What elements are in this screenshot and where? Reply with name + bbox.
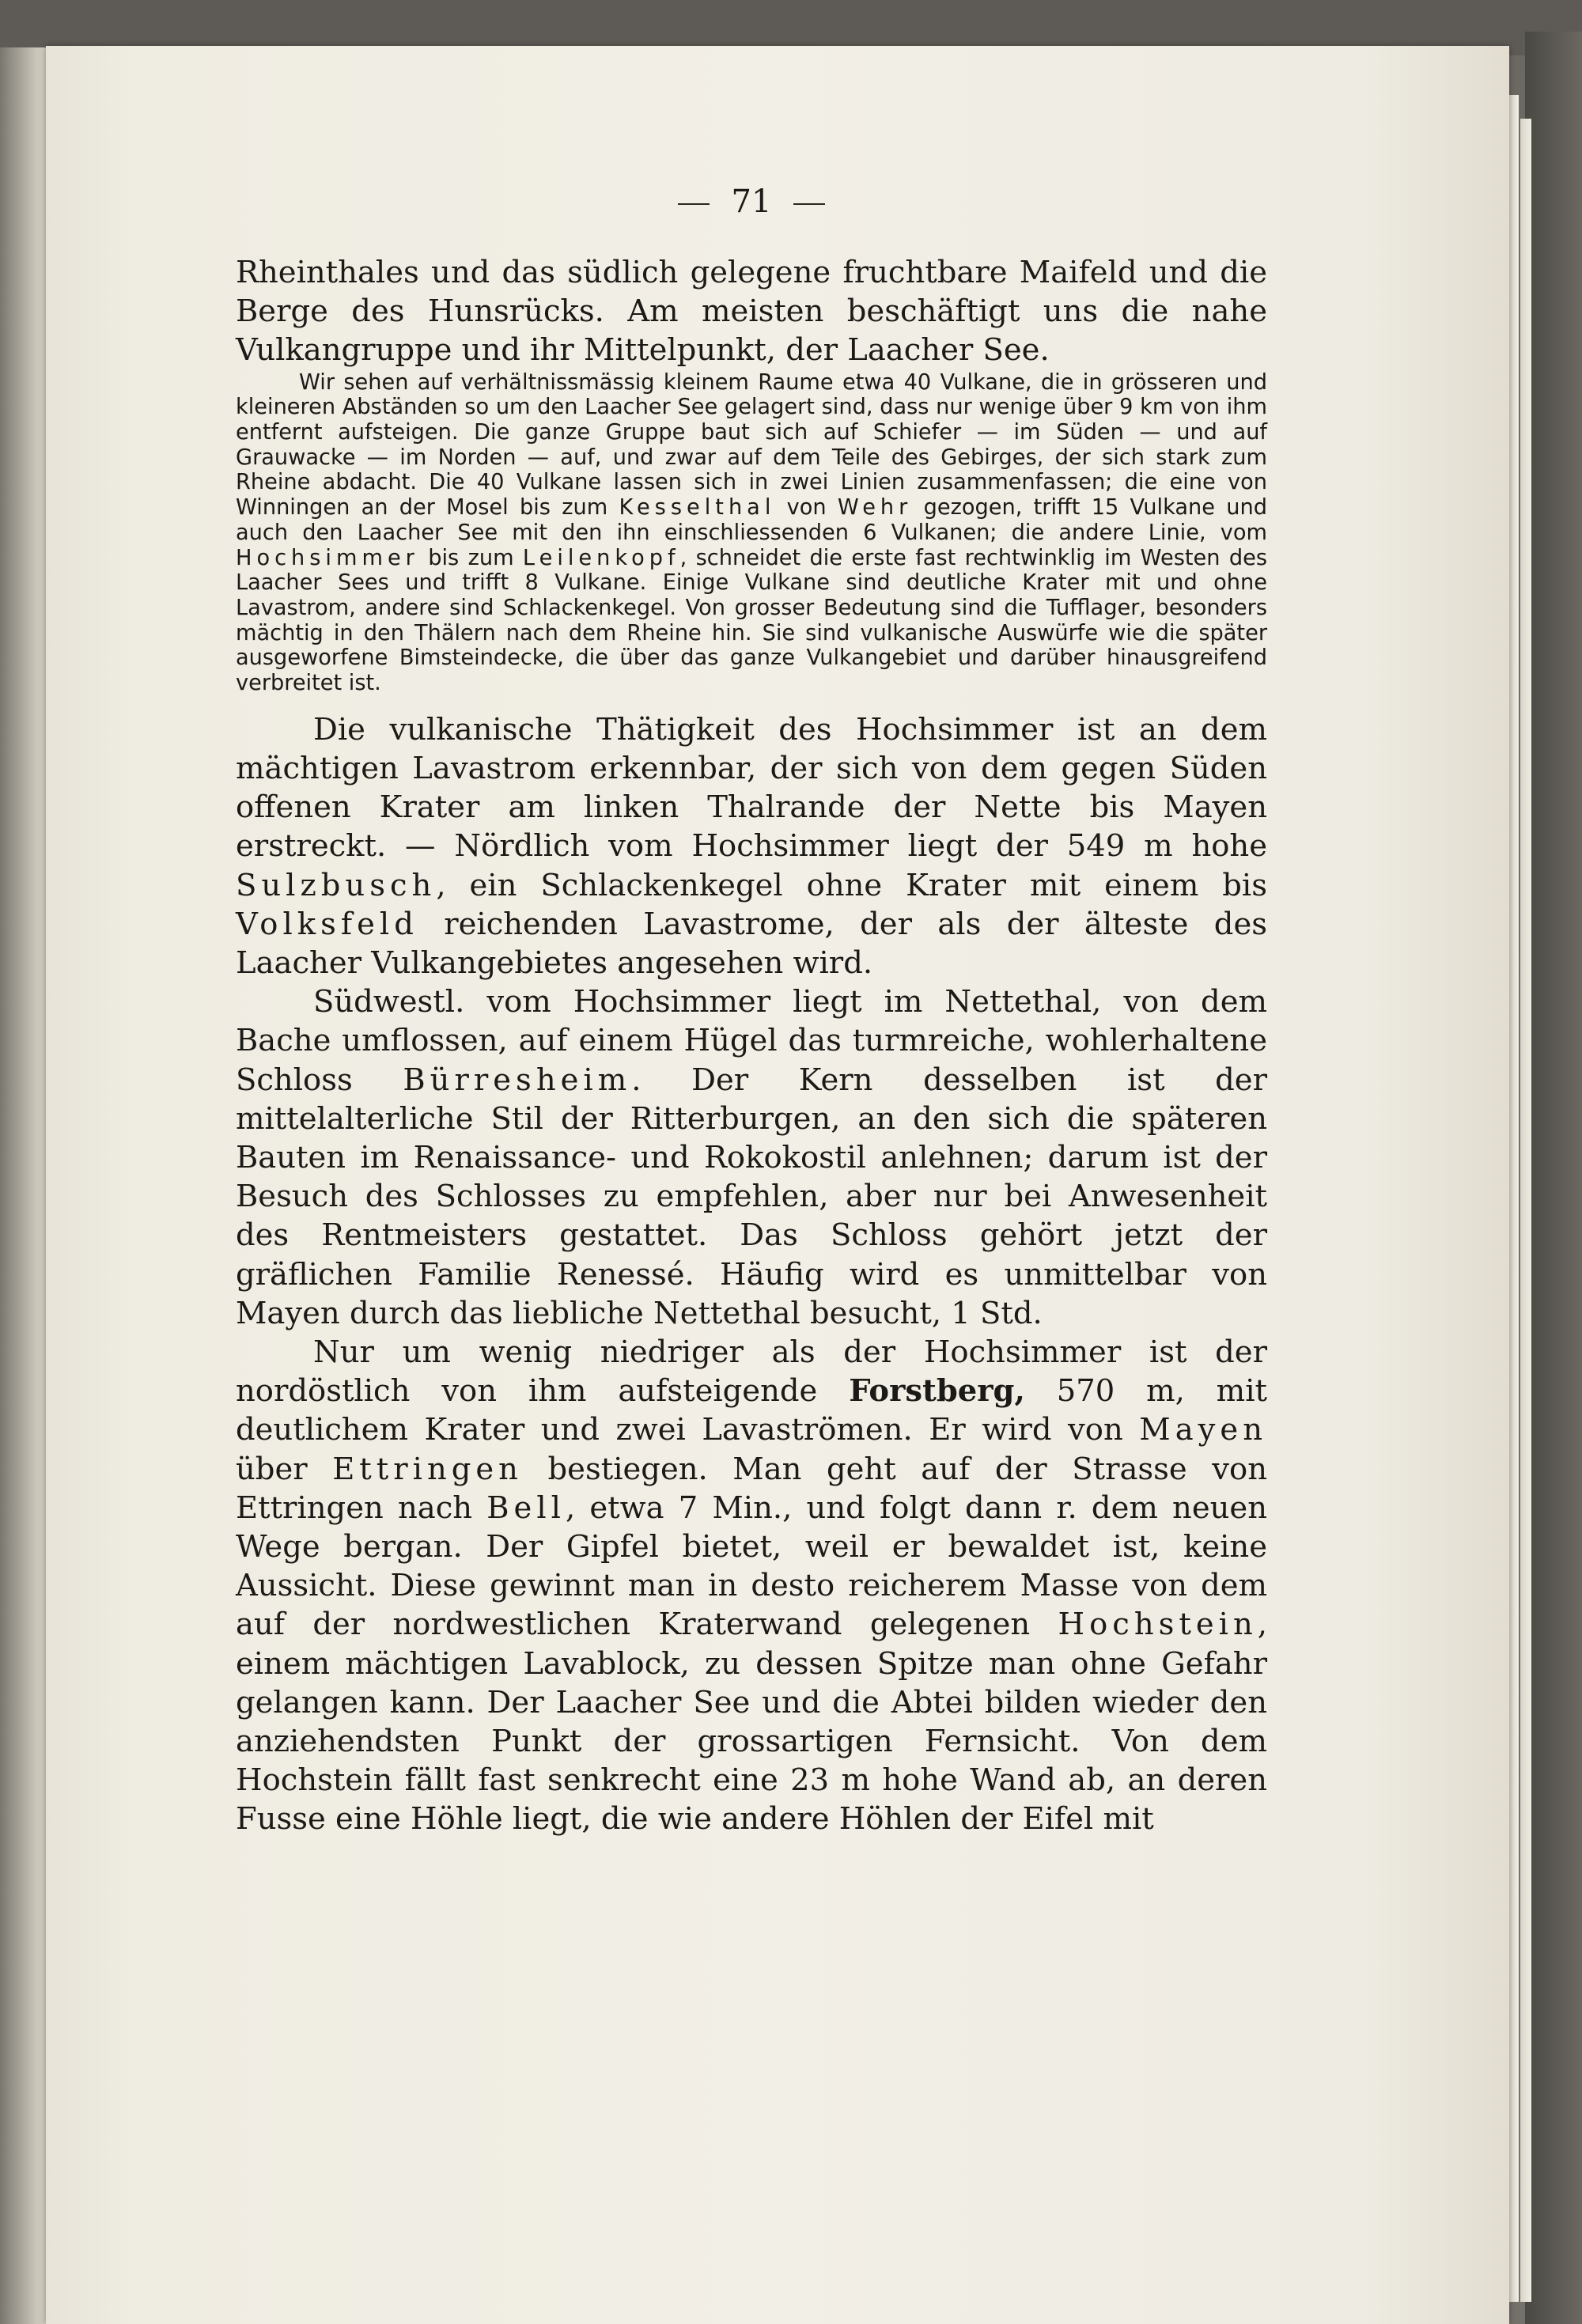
dash-right xyxy=(793,203,825,205)
paragraph-2: Die vulkanische Thätigkeit des Hochsimmer ist an dem mächtigen Lavastrom erkennbar, der sich von dem gegen Süden offenen Krater am linken Thalrande der Nette bis Mayen erstreckt. — Nördlich vom Hochsimmer liegt der 549 m hohe Sulzbusch, ein Schlackenkegel ohne Krater mit einem bis Volksfeld reichenden Lavastrome, der als der älteste des Laacher Vulkangebietes angesehen wird. xyxy=(236,711,1267,981)
spaced-name-sulzbusch: Sulzbusch xyxy=(236,867,437,903)
paragraph-3: Südwestl. vom Hochsimmer liegt im Nettethal, von dem Bache umflossen, auf einem Hügel das turmreiche, wohlerhaltene Schloss Bürresheim. Der Kern desselben ist der mittelalterliche Stil der Ritterburgen, an den sich die späteren Bauten im Renaissance- und Rokokostil anlehnen; darum ist der Besuch des Schlosses zu empfehlen, aber nur bei Anwesenheit des Rentmeisters gestattet. Das Schloss gehört jetzt der gräflichen Familie Renessé. Häufig wird es unmittelbar von Mayen durch das liebliche Nettethal besucht, 1 Std. xyxy=(236,984,1267,1331)
spaced-name-mayen: Mayen xyxy=(1139,1412,1267,1448)
book-cover-edge xyxy=(1525,32,1582,2324)
page-edge xyxy=(1508,95,1519,2302)
spaced-name-wehr: Wehr xyxy=(837,495,913,520)
book-gutter xyxy=(0,47,51,2324)
spaced-name-hochstein: Hochstein xyxy=(1058,1607,1258,1643)
spaced-name-buerresheim: Bürresheim xyxy=(403,1062,632,1098)
spaced-name-leilenkopf: Leilenkopf xyxy=(522,545,680,570)
dash-left xyxy=(678,203,710,205)
bold-name-forstberg: Forstberg, xyxy=(849,1373,1025,1410)
paragraph-4: Nur um wenig niedriger als der Hochsimmer ist der nordöstlich von ihm aufsteigende Forstberg, 570 m, mit deutlichem Krater und zwei Lavaströmen. Er wird von Mayen über Ettringen bestiegen. Man geht auf der Strasse von Ettringen nach Bell, etwa 7 Min., und folgt dann r. dem neuen Wege bergan. Der Gipfel bietet, weil er bewaldet ist, keine Aussicht. Diese gewinnt man in desto reicherem Masse von dem auf der nordwestlichen Kraterwand gelegenen Hochstein, einem mächtigen Lavablock, zu dessen Spitze man ohne Gefahr gelangen kann. Der Laacher See und die Abtei bilden wieder den anziehendsten Punkt der grossartigen Fernsicht. Von dem Hochstein fällt fast senkrecht eine 23 m hohe Wand ab, an deren Fusse eine Höhle liegt, die wie andere Höhlen der Eifel mit xyxy=(236,1334,1267,1838)
page-text xyxy=(236,180,1267,1839)
spaced-name-volksfeld: Volksfeld xyxy=(236,906,418,942)
spaced-name-bell: Bell xyxy=(486,1489,566,1526)
small-print-paragraph: Wir sehen auf verhältnissmässig kleinem Raume etwa 40 Vulkane, die in grösseren und kleineren Abständen so um den Laacher See gelagert sind, dass nur wenige über 9 km von ihm entfernt aufsteigen. Die ganze Gruppe baut sich auf Schiefer — im Süden — und auf Grauwacke — im Norden — auf, und zwar auf dem Teile des Gebirges, der sich stark zum Rheine abdacht. Die 40 Vulkane lassen sich in zwei Linien zusammenfassen; die eine von Winningen an der Mosel bis zum Kesselthal von Wehr gezogen, trifft 15 Vulkane und auch den Laacher See mit den ihn einschliessenden 6 Vulkanen; die andere Linie, vom Hochsimmer bis zum Leilenkopf, schneidet die erste fast rechtwinklig im Westen des Laacher Sees und trifft 8 Vulkane. Einige Vulkane sind deutliche Krater mit und ohne Lavastrom, andere sind Schlackenkegel. Von grosser Bedeutung sind die Tufflager, besonders mächtig in den Thälern nach dem Rheine hin. Sie sind vulkanische Auswürfe wie die später ausgeworfene Bimsteindecke, die über das ganze Vulkangebiet und darüber hinausgreifend verbreitet ist. xyxy=(236,369,1267,696)
page-edge xyxy=(1520,119,1531,2302)
page-number: 71 xyxy=(236,180,1267,223)
paragraph-1: Rheinthales und das südlich gelegene fruchtbare Maifeld und die Berge des Hunsrücks. Am meisten beschäftigt uns die nahe Vulkangruppe und ihr Mittelpunkt, der Laacher See. xyxy=(236,255,1267,369)
spaced-name-ettringen: Ettringen xyxy=(332,1451,523,1487)
spaced-name-hochsimmer: Hochsimmer xyxy=(236,545,419,570)
spaced-name-kesselthal: Kesselthal xyxy=(619,495,776,520)
